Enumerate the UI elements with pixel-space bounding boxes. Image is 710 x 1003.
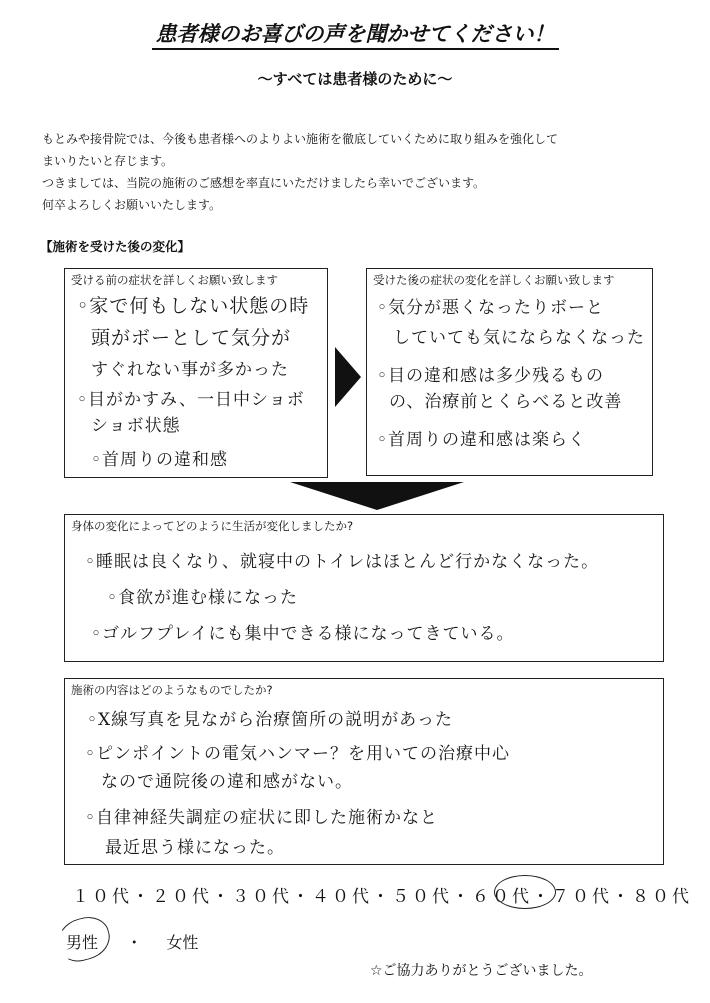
before-line: 頭がボーとして気分が [91,327,292,349]
selected-gender-circle [53,912,114,966]
treatment-line: ◦X線写真を見ながら治療箇所の説明があった [87,710,453,730]
page-subtitle: 〜すべては患者様のために〜 [257,70,453,88]
treatment-line: 最近思う様になった。 [105,838,285,858]
treatment-heading: 施術の内容はどのようなものでしたか? [71,683,273,697]
before-heading: 受ける前の症状を詳しくお願い致します [71,273,278,287]
intro-line: もとみや接骨院では、今後も患者様へのよりよい施術を徹底していくために取り組みを強化して [42,132,559,146]
life-change-box [64,514,664,662]
after-symptoms-box [366,268,653,476]
gender-separator: ・ [126,933,143,952]
before-line: ◦目がかすみ、一日中ショボ [77,390,305,410]
intro-line: つきましては、当院の施術のご感想を率直にいただけましたら幸いでございます。 [42,176,486,190]
intro-text [42,128,558,216]
page-title: 患者様のお喜びの声を聞かせてください！ [0,18,710,48]
thanks-text: ☆ご協力ありがとうございました。 [370,963,593,979]
life-change-line: ◦食欲が進む様になった [107,588,299,608]
life-change-line: ◦ゴルフプレイにも集中できる様になってきている。 [91,624,515,644]
arrow-down-icon [290,482,464,510]
intro-line: まいりたいと存じます。 [42,154,174,168]
after-line: ◦首周りの違和感は楽らく [377,430,587,450]
treatment-box [64,678,664,865]
life-change-line: ◦睡眠は良くなり、就寝中のトイレはほとんど行かなくなった。 [85,552,600,572]
before-line: ◦首周りの違和感 [91,450,229,470]
section-label: 【施術を受けた後の変化】 [40,239,191,254]
intro-line: 何卒よろしくお願いいたします。 [42,198,222,212]
before-line: すぐれない事が多かった [91,360,289,380]
after-heading: 受けた後の症状の変化を詳しくお願い致します [373,273,615,287]
before-symptoms-box [64,268,328,478]
after-line: ◦気分が悪くなったりボーと [377,298,605,318]
gender-male: 男性 [66,933,99,952]
treatment-line: ◦ピンポイントの電気ハンマー？を用いての治療中心 [85,744,511,764]
treatment-line: なので通院後の違和感がない。 [101,772,353,792]
after-line: ◦目の違和感は多少残るもの [377,366,605,386]
after-line: していても気にならなくなった [393,328,645,348]
before-line: ◦家で何もしない状態の時 [77,295,310,317]
arrow-right-icon [335,347,361,407]
treatment-line: ◦自律神経失調症の症状に即した施術かなと [85,808,439,828]
before-line: ショボ状態 [91,416,181,436]
after-line: の、治療前とくらべると改善 [389,392,623,412]
selected-age-circle [494,875,556,909]
life-change-heading: 身体の変化によってどのように生活が変化しましたか? [71,519,354,533]
gender-female: 女性 [166,933,199,952]
age-options: １０代・２０代・３０代・４０代・５０代・６０代・７０代・８０代 [72,887,692,907]
